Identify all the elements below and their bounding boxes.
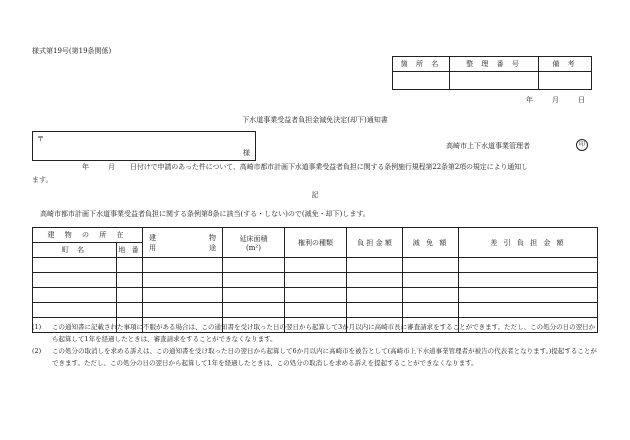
form-number: 様式第19号(第19条関係) bbox=[32, 47, 112, 55]
cell-balance[interactable] bbox=[459, 273, 598, 288]
cell-area[interactable] bbox=[223, 258, 285, 273]
cell-right[interactable] bbox=[285, 303, 347, 318]
header-building-use: 建 物 用 途 bbox=[143, 228, 223, 258]
ref-header-number: 整 理 番 号 bbox=[450, 57, 539, 72]
postal-mark: 〒 bbox=[37, 135, 44, 143]
header-lot-number: 地 番 bbox=[117, 243, 143, 258]
header-right-type: 権利の種類 bbox=[285, 228, 347, 258]
table-row bbox=[33, 258, 598, 273]
note-text: この通知書に記載された事項に不服がある場合は、この通知書を受け取った日の翌日から起算して3か月以内に高崎市長に審査請求をすることができます。ただし、この処分の日の翌日から起算して1年を経過したときは、審査請求をすることができなくなります。 bbox=[52, 323, 596, 343]
cell-lot[interactable] bbox=[117, 273, 143, 288]
cell-lot[interactable] bbox=[117, 303, 143, 318]
cell-right[interactable] bbox=[285, 273, 347, 288]
body-paragraph-line1: 日付けで申請のあった件について、高崎市都市計画下水道事業受益者負担に関する条例施行規程第22条第2項の規定により通知し bbox=[130, 163, 528, 171]
note-text: この処分の取消しを求める訴えは、この通知書を受け取った日の翌日から起算して6か月以内に高崎市を被告として(高崎市上下水道事業管理者が被告の代表者となります。)提起することができます。ただし、この処分の日の翌日から起算して1年を経過したときは、この処分の取消しを求める訴えを提起することができなくなります。 bbox=[52, 347, 597, 367]
cell-area[interactable] bbox=[223, 303, 285, 318]
body-month-label: 月 bbox=[108, 163, 115, 171]
issuer-name: 高崎市上下水道事業管理者 bbox=[446, 142, 530, 150]
header-balance-amount: 差 引 負 担 金 額 bbox=[459, 228, 598, 258]
table-row bbox=[33, 273, 598, 288]
cell-balance[interactable] bbox=[459, 303, 598, 318]
body-paragraph-line2: ます。 bbox=[32, 176, 53, 184]
header-charge-amount: 負 担 金 額 bbox=[347, 228, 403, 258]
cell-exemption[interactable] bbox=[403, 288, 459, 303]
header-exemption-amount: 減 免 額 bbox=[403, 228, 459, 258]
date-day-label: 日 bbox=[578, 96, 585, 104]
cell-exemption[interactable] bbox=[403, 258, 459, 273]
cell-use[interactable] bbox=[143, 273, 223, 288]
cell-lot[interactable] bbox=[117, 288, 143, 303]
cell-right[interactable] bbox=[285, 288, 347, 303]
cell-area[interactable] bbox=[223, 288, 285, 303]
cell-town[interactable] bbox=[33, 273, 117, 288]
header-building-location: 建 物 の 所 在 bbox=[33, 228, 143, 243]
cell-right[interactable] bbox=[285, 258, 347, 273]
cell-town[interactable] bbox=[33, 303, 117, 318]
cell-exemption[interactable] bbox=[403, 303, 459, 318]
note-item bbox=[32, 321, 600, 345]
cell-town[interactable] bbox=[33, 288, 117, 303]
main-table bbox=[32, 227, 598, 333]
ref-cell-location[interactable] bbox=[393, 72, 450, 90]
cell-use[interactable] bbox=[143, 288, 223, 303]
applicability-sentence: 高崎市都市計画下水道事業受益者負担に関する条例第8条に該当(する・しない)ので(減免・却下)します。 bbox=[40, 210, 370, 218]
cell-balance[interactable] bbox=[459, 288, 598, 303]
honorific-sama: 様 bbox=[243, 149, 250, 157]
header-floor-area: 延床面積 (m²) bbox=[223, 228, 285, 258]
cell-charge[interactable] bbox=[347, 288, 403, 303]
date-year-label: 年 bbox=[526, 96, 533, 104]
reference-table bbox=[392, 56, 592, 90]
cell-town[interactable] bbox=[33, 258, 117, 273]
note-item bbox=[32, 345, 600, 369]
cell-balance[interactable] bbox=[459, 258, 598, 273]
cell-charge[interactable] bbox=[347, 303, 403, 318]
cell-use[interactable] bbox=[143, 303, 223, 318]
date-month-label: 月 bbox=[552, 96, 559, 104]
table-row bbox=[33, 288, 598, 303]
cell-charge[interactable] bbox=[347, 273, 403, 288]
ref-cell-remarks[interactable] bbox=[539, 72, 592, 90]
ki-heading: 記 bbox=[311, 191, 319, 199]
note-number: (1) bbox=[32, 323, 42, 331]
note-number: (2) bbox=[32, 347, 42, 355]
notes-section bbox=[32, 321, 600, 369]
table-row bbox=[33, 303, 598, 318]
header-town-name: 町 名 bbox=[33, 243, 117, 258]
address-box[interactable] bbox=[32, 131, 256, 161]
ref-header-location: 箇 所 名 bbox=[393, 57, 450, 72]
seal-mark: 印 bbox=[576, 139, 588, 151]
cell-lot[interactable] bbox=[117, 258, 143, 273]
cell-area[interactable] bbox=[223, 273, 285, 288]
cell-use[interactable] bbox=[143, 258, 223, 273]
ref-header-remarks: 備 考 bbox=[539, 57, 592, 72]
cell-charge[interactable] bbox=[347, 258, 403, 273]
body-year-label: 年 bbox=[82, 163, 89, 171]
document-title: 下水道事業受益者負担金減免決定(却下)通知書 bbox=[242, 116, 388, 124]
cell-exemption[interactable] bbox=[403, 273, 459, 288]
ref-cell-number[interactable] bbox=[450, 72, 539, 90]
